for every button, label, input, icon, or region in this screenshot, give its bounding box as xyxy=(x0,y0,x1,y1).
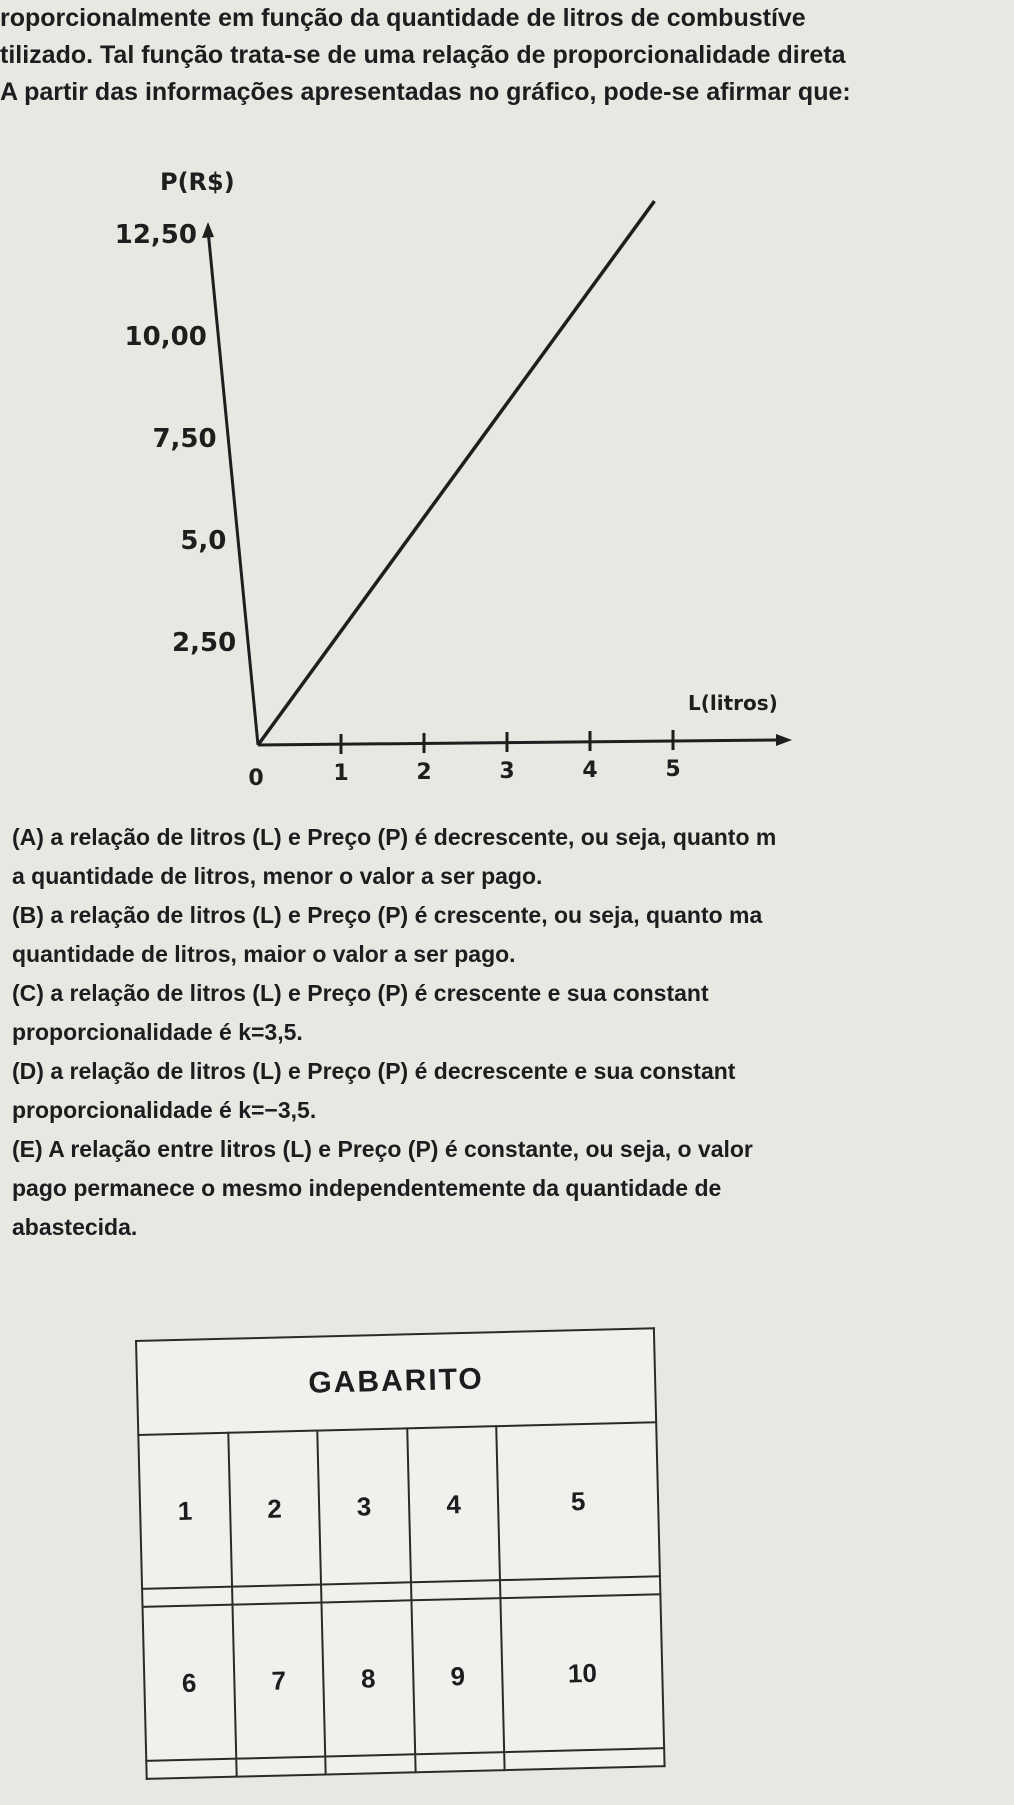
gabarito-answer-cell[interactable] xyxy=(415,1752,505,1772)
intro-line-1: roporcionalmente em função da quantidade de litros de combustíve xyxy=(0,4,806,32)
x-tick-label: 4 xyxy=(582,758,598,783)
gabarito-title: GABARITO xyxy=(136,1328,656,1435)
gabarito-number: 5 xyxy=(496,1422,659,1580)
gabarito-answer-cell[interactable] xyxy=(325,1755,415,1775)
gabarito-answer-cell[interactable] xyxy=(142,1587,232,1607)
option-b-line-1: (B) a relação de litros (L) e Preço (P) é crescente, ou seja, quanto ma xyxy=(12,902,763,928)
y-axis-label: P(R$) xyxy=(160,168,235,196)
gabarito-number: 2 xyxy=(228,1431,321,1587)
gabarito-number: 9 xyxy=(411,1598,504,1754)
x-axis-label: L(litros) xyxy=(688,691,778,715)
option-a-line-1: (A) a relação de litros (L) e Preço (P) é decrescente, ou seja, quanto m xyxy=(12,824,777,850)
gabarito-table xyxy=(135,1327,666,1780)
x-axis-arrow xyxy=(776,734,792,746)
gabarito-number: 8 xyxy=(322,1600,415,1756)
option-e-line-1: (E) A relação entre litros (L) e Preço (P) é constante, ou seja, o valor xyxy=(12,1136,753,1162)
gabarito-number: 4 xyxy=(407,1426,500,1582)
intro-line-3: A partir das informações apresentadas no gráfico, pode-se afirmar que: xyxy=(0,78,851,106)
x-tick-label: 2 xyxy=(416,760,432,785)
answer-options xyxy=(12,818,1012,1247)
option-a-line-2: a quantidade de litros, menor o valor a ser pago. xyxy=(12,863,543,889)
gabarito-number: 6 xyxy=(143,1605,236,1761)
gabarito-answer-cell[interactable] xyxy=(146,1759,236,1779)
question-intro xyxy=(0,0,1010,111)
gabarito-answer-cell[interactable] xyxy=(504,1749,664,1771)
gabarito-number: 7 xyxy=(232,1603,325,1759)
option-c-line-2: proporcionalidade é k=3,5. xyxy=(12,1019,303,1045)
intro-line-2: tilizado. Tal função trata-se de uma relação de proporcionalidade direta xyxy=(0,41,846,69)
price-liters-chart xyxy=(0,150,1014,810)
gabarito-answer-cell[interactable] xyxy=(411,1580,501,1600)
x-tick-label: 3 xyxy=(499,759,515,784)
y-axis xyxy=(208,230,258,745)
chart-marks xyxy=(115,201,681,791)
gabarito-number: 3 xyxy=(317,1428,410,1584)
option-c-line-1: (C) a relação de litros (L) e Preço (P) é crescente e sua constant xyxy=(12,980,709,1006)
x-tick-label: 1 xyxy=(333,761,349,786)
series-line-P xyxy=(258,201,654,745)
option-d-line-2: proporcionalidade é k=−3,5. xyxy=(12,1097,317,1123)
y-axis-arrow xyxy=(202,222,214,238)
gabarito-answer-cell[interactable] xyxy=(321,1583,411,1603)
y-tick-label: 10,00 xyxy=(124,322,207,352)
option-e-line-2: pago permanece o mesmo independentemente da quantidade de xyxy=(12,1175,722,1201)
y-tick-label: 5,0 xyxy=(180,526,227,556)
x-tick-label: 5 xyxy=(665,757,681,782)
option-e-line-3: abastecida. xyxy=(12,1214,138,1240)
x-axis xyxy=(258,740,780,745)
option-b-line-2: quantidade de litros, maior o valor a ser pago. xyxy=(12,941,516,967)
x-tick-label: 0 xyxy=(248,766,264,791)
gabarito-answer-cell[interactable] xyxy=(236,1757,326,1777)
gabarito-number: 1 xyxy=(138,1433,231,1589)
y-tick-label: 12,50 xyxy=(114,220,197,250)
gabarito-number: 10 xyxy=(501,1594,664,1752)
option-d-line-1: (D) a relação de litros (L) e Preço (P) é decrescente e sua constant xyxy=(12,1058,736,1084)
y-tick-label: 7,50 xyxy=(152,424,217,454)
y-tick-label: 2,50 xyxy=(172,628,237,658)
gabarito-answer-cell[interactable] xyxy=(232,1585,322,1605)
